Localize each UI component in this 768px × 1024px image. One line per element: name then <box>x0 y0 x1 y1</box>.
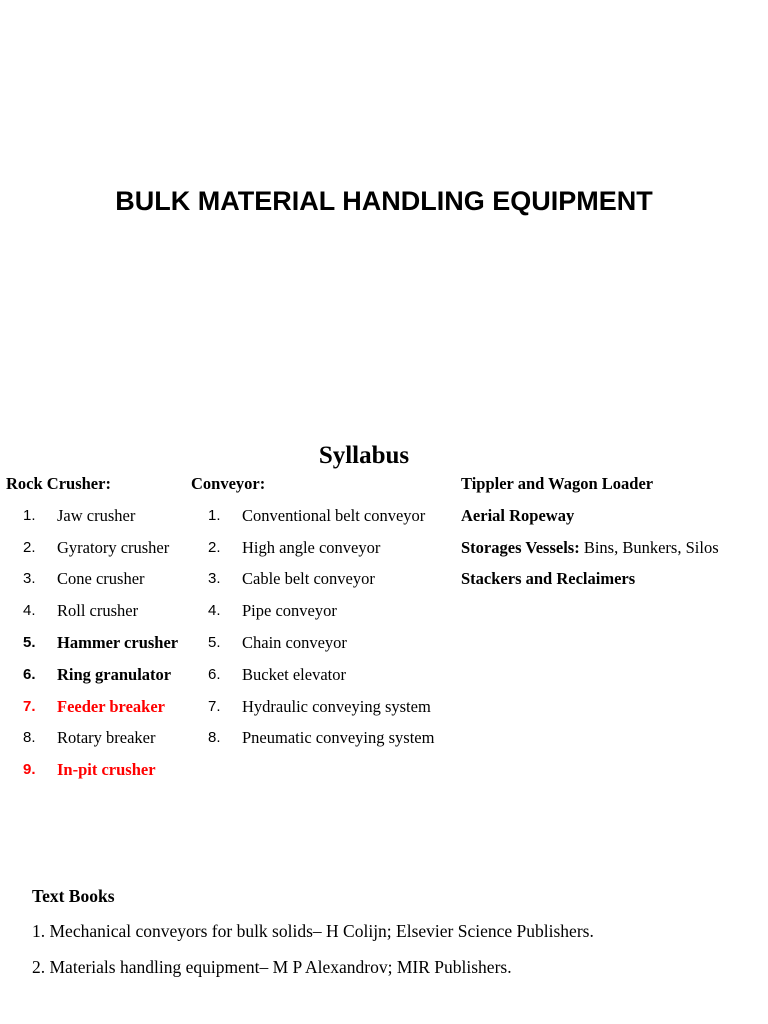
conveyor-item-label: Bucket elevator <box>242 664 346 684</box>
rock-crusher-item-label: Jaw crusher <box>57 505 136 525</box>
rock-crusher-item-label: Cone crusher <box>57 569 145 589</box>
rock-crusher-item-number: 9. <box>23 761 36 779</box>
rock-crusher-item-number: 7. <box>23 697 36 715</box>
rock-crusher-column <box>6 474 179 780</box>
topic-storage-value: Bins, Bunkers, Silos <box>579 537 719 557</box>
conveyor-item-number: 4. <box>208 602 221 620</box>
topic-storage <box>461 538 719 558</box>
conveyor-item <box>191 601 337 621</box>
rock-crusher-item-number: 1. <box>23 506 36 524</box>
conveyor-item-label: Cable belt conveyor <box>242 569 375 589</box>
conveyor-item-label: Chain conveyor <box>242 632 347 652</box>
text-books-heading: Text Books <box>32 886 115 906</box>
conveyor-item <box>191 664 346 685</box>
topic-tippler-label: Tippler and Wagon Loader <box>461 474 654 493</box>
topic-tippler <box>461 474 719 494</box>
conveyor-item <box>191 537 381 558</box>
rock-crusher-item-label: Roll crusher <box>57 601 139 621</box>
rock-crusher-item <box>6 728 156 748</box>
conveyor-item-number: 2. <box>208 538 221 556</box>
conveyor-item <box>191 728 435 748</box>
rock-crusher-item <box>6 696 165 717</box>
conveyor-item-number: 3. <box>208 570 221 588</box>
rock-crusher-item-label: Ring granulator <box>57 664 172 684</box>
text-book-item: 2. Materials handling equipment– M P Alexandrov; MIR Publishers. <box>32 957 512 977</box>
rock-crusher-item <box>6 632 179 653</box>
other-topics-column <box>461 474 719 601</box>
topic-ropeway <box>461 506 719 526</box>
rock-crusher-item-number: 6. <box>23 665 36 683</box>
conveyor-item-label: Pipe conveyor <box>242 601 337 621</box>
page-title: BULK MATERIAL HANDLING EQUIPMENT <box>115 186 653 216</box>
rock-crusher-item-label: Rotary breaker <box>57 728 156 748</box>
topic-storage-label: Storages Vessels: <box>461 537 580 557</box>
topic-stackers <box>461 569 719 589</box>
conveyor-heading: Conveyor: <box>191 474 266 493</box>
conveyor-item-number: 8. <box>208 729 221 747</box>
rock-crusher-item-number: 8. <box>23 729 36 747</box>
conveyor-item-label: Pneumatic conveying system <box>242 728 435 748</box>
rock-crusher-item-number: 4. <box>23 602 36 620</box>
rock-crusher-heading: Rock Crusher: <box>6 474 111 493</box>
rock-crusher-item <box>6 760 156 780</box>
conveyor-item-number: 1. <box>208 506 221 524</box>
conveyor-item <box>191 569 375 589</box>
rock-crusher-item-label: Feeder breaker <box>57 696 165 716</box>
rock-crusher-item-number: 5. <box>23 633 36 651</box>
topic-stackers-label: Stackers and Reclaimers <box>461 569 636 589</box>
rock-crusher-item-label: In-pit crusher <box>57 760 156 780</box>
rock-crusher-item-number: 3. <box>23 570 36 588</box>
rock-crusher-item <box>6 601 139 621</box>
rock-crusher-item-label: Hammer crusher <box>57 632 179 652</box>
rock-crusher-item <box>6 569 145 589</box>
rock-crusher-item <box>6 664 172 685</box>
conveyor-column <box>191 474 435 748</box>
topic-ropeway-label: Aerial Ropeway <box>461 505 575 525</box>
conveyor-item <box>191 696 431 717</box>
conveyor-item-label: Hydraulic conveying system <box>242 696 431 716</box>
rock-crusher-item <box>6 537 170 558</box>
text-book-item: 1. Mechanical conveyors for bulk solids– H Colijn; Elsevier Science Publishers. <box>32 921 594 941</box>
text-books-section <box>32 885 594 992</box>
rock-crusher-item-number: 2. <box>23 538 36 556</box>
conveyor-item-number: 5. <box>208 633 221 651</box>
conveyor-list <box>191 505 435 749</box>
conveyor-item-number: 6. <box>208 665 221 683</box>
rock-crusher-list <box>6 505 179 780</box>
rock-crusher-item-label: Gyratory crusher <box>57 537 170 557</box>
conveyor-item-label: Conventional belt conveyor <box>242 505 426 525</box>
syllabus-heading: Syllabus <box>318 442 410 469</box>
rock-crusher-item <box>6 505 136 526</box>
conveyor-item-label: High angle conveyor <box>242 537 381 557</box>
conveyor-item <box>191 632 347 653</box>
conveyor-item <box>191 505 426 526</box>
conveyor-item-number: 7. <box>208 697 221 715</box>
